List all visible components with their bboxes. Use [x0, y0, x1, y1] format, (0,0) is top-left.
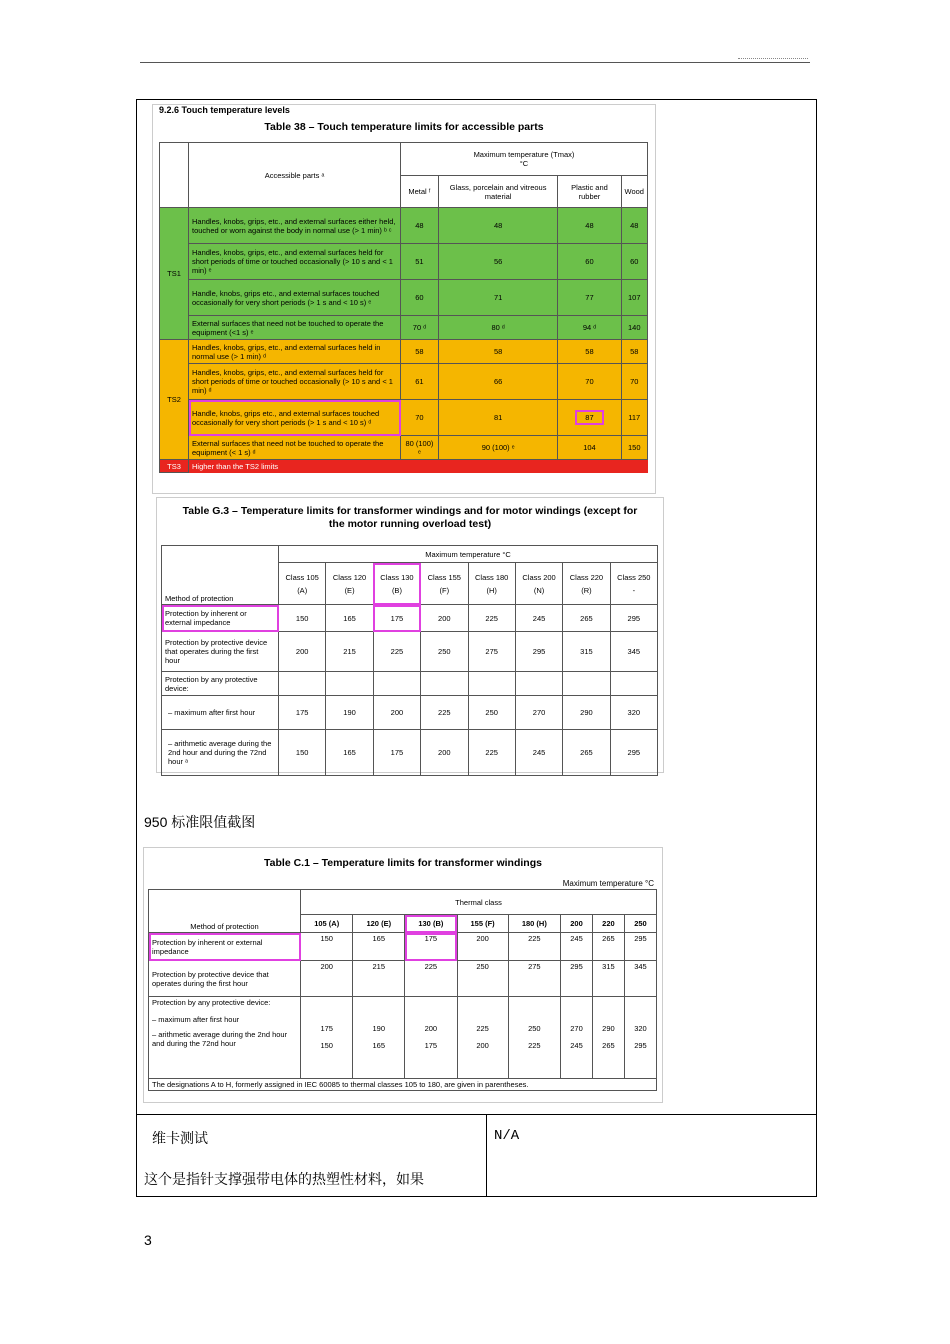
c1-any-values	[624, 997, 656, 1079]
c1-class-header: 180 (H)	[508, 915, 560, 933]
c1-class-header: 155 (F)	[457, 915, 508, 933]
g3-value: 250	[421, 632, 468, 672]
c1-any-values	[301, 997, 353, 1079]
t38-ts3-row	[160, 460, 648, 473]
t38-value: 70	[621, 364, 647, 400]
t38-value: 150	[621, 436, 647, 460]
g3-class-header	[468, 563, 515, 605]
c1-method-any	[149, 997, 301, 1079]
c1-value: 315	[592, 961, 624, 997]
page-number: 3	[144, 1232, 152, 1248]
c1-value: 165	[353, 933, 405, 961]
t38-value: 117	[621, 400, 647, 436]
t38-col-header: Glass, porcelain and vitreous material	[438, 176, 558, 208]
t38-value: 140	[621, 316, 647, 340]
g3-class-name: Class 200	[522, 572, 556, 582]
g3-row	[162, 632, 658, 672]
frame-top	[136, 99, 817, 100]
tableC1-unit: Maximum temperature °C	[562, 879, 654, 888]
t38-part: External surfaces that need not be touched to operate the equipment (< 1 s) ᵈ	[189, 436, 401, 460]
g3-row	[162, 730, 658, 776]
t38-row	[160, 400, 648, 436]
c1-any-values	[457, 997, 508, 1079]
g3-value	[563, 672, 610, 696]
g3-class-name: Class 250	[617, 572, 651, 582]
g3-value: 200	[373, 696, 420, 730]
table38	[159, 142, 648, 473]
t38-col-header: Metal ᶠ	[401, 176, 439, 208]
t38-part: Handle, knobs, grips etc., and external surfaces touched occasionally for very short periods (> 1 s and < 10 s) ᵈ	[189, 400, 401, 436]
g3-value: 190	[326, 696, 373, 730]
t38-corner	[160, 143, 189, 208]
c1-footnote: The designations A to H, formerly assigned in IEC 60085 to thermal classes 105 to 180, are given in parentheses.	[149, 1079, 657, 1091]
c1-value: 265	[592, 933, 624, 961]
c1-class-header: 130 (B)	[405, 915, 457, 933]
table38-snippet	[152, 104, 656, 494]
c1-method: Protection by protective device that operates during the first hour	[149, 961, 301, 997]
header-dots	[738, 58, 808, 60]
t38-value: 70	[558, 364, 621, 400]
t38-part: External surfaces that need not be touched to operate the equipment (<1 s) ᵉ	[189, 316, 401, 340]
c1-sub2-value: 165	[372, 1041, 386, 1050]
tableG3-title: Table G.3 – Temperature limits for transformer windings and for motor windings (except for the motor running overload test)	[182, 505, 638, 530]
c1-spacer	[304, 998, 349, 1024]
t38-value: 61	[401, 364, 439, 400]
c1-spacer	[564, 998, 589, 1024]
c1-any-values	[561, 997, 593, 1079]
t38-value: 48	[438, 208, 558, 244]
c1-class-header: 250	[624, 915, 656, 933]
g3-class-letter: (N)	[533, 585, 545, 595]
g3-value: 245	[515, 730, 562, 776]
g3-value: 295	[610, 730, 657, 776]
c1-value: 225	[405, 961, 457, 997]
c1-sub2-value: 175	[424, 1041, 438, 1050]
g3-value	[279, 672, 326, 696]
t38-value: 56	[438, 244, 558, 280]
g3-value: 150	[279, 605, 326, 632]
c1-value: 295	[624, 933, 656, 961]
c1-sub1-value: 200	[424, 1024, 438, 1033]
g3-value: 290	[563, 696, 610, 730]
g3-value: 295	[610, 605, 657, 632]
g3-value: 175	[373, 605, 420, 632]
g3-row	[162, 696, 658, 730]
c1-class-header: 120 (E)	[353, 915, 405, 933]
t38-part: Handles, knobs, grips, etc., and external surfaces held in normal use (> 1 min) ᵈ	[189, 340, 401, 364]
c1-sub2-value: 245	[570, 1041, 583, 1050]
c1-any-values	[353, 997, 405, 1079]
tableC1-snippet	[143, 847, 663, 1103]
c1-row	[149, 961, 657, 997]
frame-middle	[136, 1114, 817, 1115]
g3-row	[162, 672, 658, 696]
t38-value: 48	[401, 208, 439, 244]
g3-class-header	[373, 563, 420, 605]
t38-row	[160, 340, 648, 364]
g3-value: 265	[563, 605, 610, 632]
g3-value: 265	[563, 730, 610, 776]
t38-value: 80 (100) ᵉ	[401, 436, 439, 460]
row-left-text: 这个是指针支撑强带电体的热塑性材料，如果	[144, 1171, 424, 1187]
t38-value: 71	[438, 280, 558, 316]
t38-part: Handles, knobs, grips, etc., and external surfaces either held, touched or worn against the body in normal use (> 1 min) ᵇ ᶜ	[189, 208, 401, 244]
frame-left	[136, 99, 137, 1197]
t38-value: 51	[401, 244, 439, 280]
c1-sub1-value: 175	[320, 1024, 333, 1033]
t38-value: 70 ᵈ	[401, 316, 439, 340]
c1-spacer	[512, 998, 557, 1024]
t38-part: Handles, knobs, grips, etc., and external surfaces held for short periods of time or touched occasionally (> 10 s and < 1 min) ᵉ	[189, 244, 401, 280]
t38-row	[160, 280, 648, 316]
g3-method: Protection by protective device that operates during the first hour	[162, 632, 279, 672]
t38-value: 70	[401, 400, 439, 436]
caption-950: 950 标准限值截图	[144, 814, 256, 830]
t38-col-max-label: Maximum temperature (Tmax)	[473, 150, 575, 159]
g3-value: 200	[279, 632, 326, 672]
g3-class-name: Class 155	[427, 572, 461, 582]
g3-value: 165	[326, 730, 373, 776]
g3-value: 315	[563, 632, 610, 672]
t38-ts3-text: Higher than the TS2 limits	[189, 460, 648, 473]
g3-value: 225	[421, 696, 468, 730]
tableC1-title: Table C.1 – Temperature limits for transformer windings	[264, 857, 542, 869]
g3-class-name: Class 105	[285, 572, 319, 582]
c1-value: 175	[405, 933, 457, 961]
c1-sub1-value: 225	[476, 1024, 489, 1033]
t38-ts3-label: TS3	[160, 460, 189, 473]
g3-class-letter: (A)	[297, 585, 308, 595]
t38-value: 60	[401, 280, 439, 316]
g3-method: – arithmetic average during the 2nd hour and during the 72nd hour ᵃ	[162, 730, 279, 776]
g3-col-max: Maximum temperature °C	[279, 546, 658, 563]
g3-class-name: Class 180	[475, 572, 509, 582]
g3-value: 245	[515, 605, 562, 632]
g3-value: 250	[468, 696, 515, 730]
row-right-value: N/A	[494, 1128, 520, 1144]
c1-sub1: – maximum after first hour	[152, 1015, 240, 1024]
t38-value: 60	[621, 244, 647, 280]
c1-sub2-value: 295	[634, 1041, 647, 1050]
g3-value: 200	[421, 605, 468, 632]
g3-value: 215	[326, 632, 373, 672]
c1-sub1-value: 250	[528, 1024, 541, 1033]
g3-class-letter: (E)	[344, 585, 355, 595]
table38-section: 9.2.6 Touch temperature levels	[159, 105, 290, 115]
c1-sub2-value: 225	[528, 1041, 541, 1050]
t38-value: 77	[558, 280, 621, 316]
g3-value	[515, 672, 562, 696]
c1-spacer	[628, 998, 653, 1024]
tableC1	[148, 889, 657, 1091]
c1-row-any-device	[149, 997, 657, 1079]
t38-value: 80 ᵈ	[438, 316, 558, 340]
t38-value: 107	[621, 280, 647, 316]
c1-value: 275	[508, 961, 560, 997]
t38-value: 58	[401, 340, 439, 364]
c1-sub1-value: 190	[372, 1024, 386, 1033]
c1-value: 225	[508, 933, 560, 961]
header-rule	[140, 62, 810, 63]
g3-class-header	[421, 563, 468, 605]
t38-col-header: Wood	[621, 176, 647, 208]
c1-sub1-value: 320	[634, 1024, 647, 1033]
g3-value: 225	[373, 632, 420, 672]
t38-value: 48	[558, 208, 621, 244]
c1-any-values	[405, 997, 457, 1079]
g3-class-name: Class 130	[380, 572, 414, 582]
t38-value: 94 ᵈ	[558, 316, 621, 340]
t38-row	[160, 364, 648, 400]
g3-value: 295	[515, 632, 562, 672]
c1-any-values	[508, 997, 560, 1079]
c1-sub1-value: 290	[602, 1024, 615, 1033]
c1-row	[149, 933, 657, 961]
g3-class-name: Class 220	[569, 572, 604, 582]
c1-sub2-value: 265	[602, 1041, 615, 1050]
g3-value: 275	[468, 632, 515, 672]
tableG3	[161, 545, 658, 776]
c1-value: 215	[353, 961, 405, 997]
c1-value: 200	[457, 933, 508, 961]
c1-class-header: 220	[592, 915, 624, 933]
g3-class-header	[515, 563, 562, 605]
g3-value: 225	[468, 730, 515, 776]
g3-value: 175	[279, 696, 326, 730]
c1-value: 345	[624, 961, 656, 997]
c1-class-header: 200	[561, 915, 593, 933]
g3-method: Protection by inherent or external impedance	[162, 605, 279, 632]
c1-thermal: Thermal class	[301, 890, 657, 915]
c1-footnote-row	[149, 1079, 657, 1091]
g3-class-letter: -	[632, 585, 636, 595]
g3-value	[373, 672, 420, 696]
c1-method: Protection by inherent or external impedance	[149, 933, 301, 961]
g3-value: 270	[515, 696, 562, 730]
c1-class-header: 105 (A)	[301, 915, 353, 933]
c1-spacer	[408, 998, 453, 1024]
t38-col-parts: Accessible parts ᵃ	[189, 143, 401, 208]
g3-value: 345	[610, 632, 657, 672]
frame-split	[486, 1114, 487, 1197]
table38-title: Table 38 – Touch temperature limits for accessible parts	[264, 121, 544, 133]
g3-value: 150	[279, 730, 326, 776]
g3-value	[421, 672, 468, 696]
t38-row	[160, 244, 648, 280]
g3-class-letter: (R)	[581, 585, 592, 595]
t38-value: 81	[438, 400, 558, 436]
t38-row	[160, 316, 648, 340]
t38-highlight-value: 87	[575, 410, 603, 425]
t38-value: 66	[438, 364, 558, 400]
c1-value: 250	[457, 961, 508, 997]
c1-sub2-value: 150	[320, 1041, 333, 1050]
g3-class-letter: (B)	[391, 585, 402, 595]
row-left-title: 维卡测试	[152, 1130, 208, 1146]
g3-value: 165	[326, 605, 373, 632]
t38-group-label: TS2	[160, 340, 189, 460]
t38-value: 90 (100) ᵉ	[438, 436, 558, 460]
t38-value: 58	[438, 340, 558, 364]
c1-sub1-value: 270	[570, 1024, 583, 1033]
g3-class-header	[610, 563, 657, 605]
frame-right	[816, 99, 817, 1197]
g3-value	[326, 672, 373, 696]
t38-value: 58	[558, 340, 621, 364]
t38-value	[558, 400, 621, 436]
c1-sub2: – arithmetic average during the 2nd hour and during the 72nd hour	[152, 1030, 288, 1048]
t38-row	[160, 208, 648, 244]
c1-spacer	[461, 998, 505, 1024]
c1-sub2-value: 200	[476, 1041, 489, 1050]
g3-class-header	[563, 563, 610, 605]
t38-group-label: TS1	[160, 208, 189, 340]
t38-value: 48	[621, 208, 647, 244]
c1-value: 150	[301, 933, 353, 961]
g3-class-header	[326, 563, 373, 605]
t38-value: 104	[558, 436, 621, 460]
t38-part: Handles, knobs, grips, etc., and external surfaces held for short periods of time or touched occasionally (> 10 s and < 1 min) ᵈ	[189, 364, 401, 400]
g3-value: 320	[610, 696, 657, 730]
g3-class-header	[279, 563, 326, 605]
t38-col-header: Plastic and rubber	[558, 176, 621, 208]
g3-row	[162, 605, 658, 632]
t38-unit: °C	[519, 159, 529, 168]
c1-any-values	[592, 997, 624, 1079]
c1-spacer	[356, 998, 401, 1024]
c1-any-device: Protection by any protective device:	[152, 998, 271, 1007]
t38-value: 60	[558, 244, 621, 280]
t38-value: 58	[621, 340, 647, 364]
g3-class-name: Class 120	[332, 572, 367, 582]
c1-spacer	[596, 998, 621, 1024]
g3-value: 200	[421, 730, 468, 776]
frame-bottom	[136, 1196, 817, 1197]
c1-value: 245	[561, 933, 593, 961]
g3-col-method: Method of protection	[162, 546, 279, 605]
g3-class-letter: (H)	[486, 585, 497, 595]
g3-method: Protection by any protective device:	[162, 672, 279, 696]
g3-method: – maximum after first hour	[162, 696, 279, 730]
tableG3-snippet	[156, 497, 664, 773]
t38-part: Handle, knobs, grips etc., and external surfaces touched occasionally for very short periods (> 1 s and < 10 s) ᵉ	[189, 280, 401, 316]
g3-value	[468, 672, 515, 696]
c1-value: 295	[561, 961, 593, 997]
t38-col-max	[401, 143, 648, 176]
g3-value: 225	[468, 605, 515, 632]
c1-col-method: Method of protection	[149, 890, 301, 933]
t38-row	[160, 436, 648, 460]
c1-value: 200	[301, 961, 353, 997]
g3-value: 175	[373, 730, 420, 776]
g3-class-letter: (F)	[439, 585, 450, 595]
g3-value	[610, 672, 657, 696]
